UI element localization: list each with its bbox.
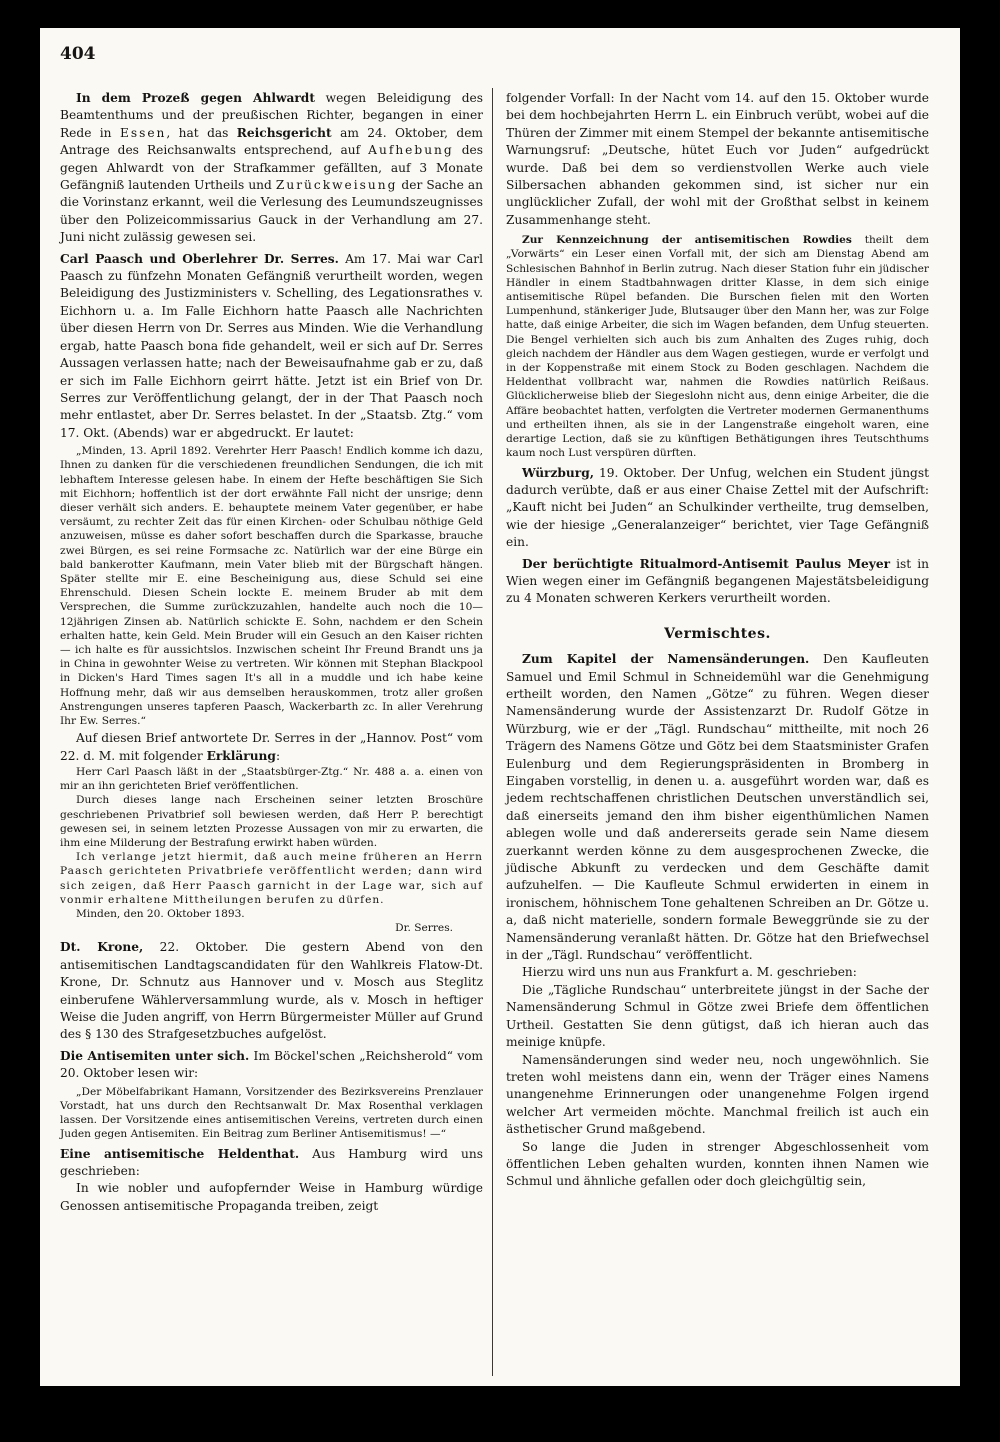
declaration-date: Minden, den 20. Oktober 1893. [76,908,245,921]
article-text: Im Böckel'schen „Reichsherold“ vom 20. Oktober lesen wir: [60,1048,483,1081]
serres-answer [60,730,483,765]
punctuation: : [275,748,281,763]
article-paragraph: In wie nobler und aufopfernder Weise in Hamburg würdige Genossen antisemitische Propaganda treiben, zeigt [60,1181,483,1213]
article-continuation: folgender Vorfall: In der Nacht vom 14. auf den 15. Oktober wurde bei dem hochbejahrten Herrn L. ein Einbruch verübt, wobei auf die Thüren der Zimmer mit einem Stempel der bekannte antisemitische Warnungsruf: „Deutsche, hütet Euch vor Juden“ aufgedrückt wurde. Daß bei dem so verdienstvollen Werke auch viele Silbersachen abhanden gekommen sind, ist sicher nur ein unglücklicher Zufall, der wohl mit der Großthat selbst in keinem Zusammenhange steht. [506,91,929,227]
article-paragraph: So lange die Juden in strenger Abgeschlossenheit vom öffentlichen Leben gehalten wurden, konnten ihnen Namen wie Schmul und ähnliche gefallen oder doch gleichgültig sein, [506,1139,929,1189]
article-heading: Carl Paasch und Oberlehrer Dr. Serres. [60,251,339,266]
article-text: ist in Wien wegen einer im Gefängniß begangenen Majestätsbeleidigung zu 4 Monaten schweren Kerkers verurtheilt worden. [506,556,929,606]
article-heading: Die Antisemiten unter sich. [60,1048,250,1063]
column-divider [492,88,493,1376]
article-heading: Der berüchtigte Ritualmord-Antisemit Paulus Meyer [522,556,891,571]
emphasized-word: Erklärung [206,748,276,763]
article-wuerzburg [506,465,929,552]
article-paasch [60,251,483,442]
article-text: Aus Hamburg wird uns geschrieben: [60,1146,483,1178]
article-text: Den Kaufleuten Samuel und Emil Schmul in Schneidemühl war die Genehmigung ertheilt worden, den Namen „Götze“ zu führen. Wegen dieser Namensänderung wurde der Assistenzarzt Dr. Rudolf Götze in Würzburg, wie er der „Tägl. Rundschau“ mittheilte, mit noch 26 Trägern des Namens Götze und Götz bei dem Staatsminister Grafen Eulenburg und dem Regierungspräsidenten in Bromberg in Eingaben vorstellig, in denen u. a. ausgeführt worden war, daß es jedem rechtschaffenen christlichen Deutschen unverständlich sei, daß einerseits jemand den ihm bisher eigenthümlichen Namen ablegen wolle und daß andererseits gerade sein Name diesem zuerkannt werden könne zu dem ausgesprochenen Zwecke, die jüdische Abkunft zu verdecken und dem Geschäfte damit aufzuhelfen. — Die Kaufleute Schmul erwiderten in einem in ironischem, höhnischem Tone gehaltenen Schreiben an Dr. Götze u. a, daß nicht materielle, sondern formale Beweggründe sie zu der Namensänderung veranlaßt hätten. Dr. Götze hat den Briefwechsel in der „Tägl. Rundschau“ veröffentlicht. [506,652,930,963]
article-paragraph: Hierzu wird uns nun aus Frankfurt a. M. geschrieben: [522,965,857,980]
article-krone [60,939,483,1043]
quoted-passage: „Der Möbelfabrikant Hamann, Vorsitzender des Bezirksvereins Prenzlauer Vorstadt, hat uns durch den Rechtsanwalt Dr. Max Rosenthal verklagen lassen. Der Vorsitzende eines antisemitischen Vereins, vertreten durch einen Juden gegen Antisemiten. Ein Beitrag zum Berliner Antisemitismus! —“ [60,1085,483,1141]
left-column [60,90,483,1215]
article-text: Auf diesen Brief antwortete Dr. Serres in der „Hannov. Post“ vom 22. d. M. mit folgender [60,731,483,763]
article-heading: Würzburg, [522,465,594,480]
declaration-paragraph: Ich verlange jetzt hiermit, daß auch meine früheren an Herrn Paasch gerichteten Privatbriefe veröffentlicht werden; dann wird sich zeigen, daß Herr Paasch garnicht in der Lage war, sich auf vonmir erhaltene Mittheilungen berufen zu dürfen. [60,851,483,906]
emphasized-place: Essen [119,125,167,140]
article-heading: In dem Prozeß gegen Ahlwardt [76,91,315,105]
quoted-letter: „Minden, 13. April 1892. Verehrter Herr Paasch! Endlich komme ich dazu, Ihnen zu danken für die verschiedenen freundlichen Sendungen, die ich mit lebhaftem Interesse gelesen habe. In einem der Hefte beschäftigen Sie Sich mit Eichhorn; hoffentlich ist der dort erwähnte Fall nicht der unsrige; denn dieser verhält sich anders. E. behauptete meinem Vater gegenüber, er habe versäumt, zu rechter Zeit das für einen Kirchen- oder Schulbau nöthige Geld anzuweisen, müsse es daher sofort beschaffen durch die Sparkasse, brauche zwei Bürgen, es sei reine Formsache zc. Natürlich war der eine Bürge ein bald bankerotter Kaufmann, mein Vater blieb mit der Bürgschaft hängen. Später stellte mir E. eine Bescheinigung aus, diese Schuld sei eine Ehrenschuld. Diesen Schein lockte E. meinem Bruder ab mit dem Versprechen, die Summe zurückzuzahlen, handelte auch noch die 10—12jährigen Zinsen ab. Natürlich schickte E. Sohn, nachdem er den Schein erhalten hatte, kein Geld. Mein Bruder will ein Gesuch an den Kaiser richten — ich halte es für aussichtslos. Inzwischen scheint Ihr Freund Brandt uns ja in China in gewohnter Weise zu vertreten. Wir können mit Stephan Blackpool in Dicken's Hard Times sagen It's all in a muddle und ich habe keine Hoffnung mehr, daß wir aus demselben herauskommen, trotz aller großen Anstrengungen unseres tapferen Paasch, Wackerbarth zc. In aller Verehrung Ihr Ew. Serres.“ [60,445,483,727]
article-text: Am 17. Mai war Carl Paasch zu fünfzehn Monaten Gefängniß verurtheilt worden, wegen Beleidigung des Justizministers v. Schelling, des Legationsrathes v. Eichhorn u. a. Im Falle Eichhorn hatte Paasch alle Nachrichten über diesen Herrn von Dr. Serres aus Minden. Wie die Verhandlung ergab, hatte Paasch bona fide gehandelt, weil er sich auf Dr. Serres Aussagen verlassen hatte; nach der Beweisaufnahme gab er zu, daß er sich im Falle Eichhorn geirrt hätte. Jetzt ist ein Brief von Dr. Serres zur Veröffentlichung gelangt, der in der That Paasch noch mehr entlastet, aber Dr. Serres belastet. In der „Staatsb. Ztg.“ vom 17. Okt. (Abends) war er abgedruckt. Er lautet: [60,251,484,440]
article-rowdies [506,233,929,460]
article-text: 22. Oktober. Die gestern Abend von den antisemitischen Landtagscandidaten für den Wahlkreis Flatow-Dt. Krone, Dr. Schnutz aus Hannover und v. Mosch aus Steglitz einberufene Wählerversammlung wurde, als v. Mosch in heftiger Weise die Juden angriff, von Herrn Bürgermeister Müller auf Grund des § 130 des Strafgesetzbuches aufgelöst. [60,940,483,1042]
article-heading: Dt. Krone, [60,940,144,955]
newspaper-page [40,28,960,1386]
page-number: 404 [60,44,96,64]
emphasized-word: Aufhebung [368,143,454,158]
declaration-signature: Dr. Serres. [395,922,453,935]
article-meyer [506,556,929,608]
article-text: wegen Beleidigung des Beamtenthums und der preußischen Richter, begangen in einer Rede in [60,91,483,140]
article-heldenthat [60,1146,483,1181]
article-heading: Zur Kennzeichnung der antisemitischen Rowdies [522,234,852,247]
section-title: Vermischtes. [664,625,771,642]
article-heading: Eine antisemitische Heldenthat. [60,1146,300,1161]
article-heading: Zum Kapitel der Namensänderungen. [522,652,810,667]
article-text: der Sache an die Vorinstanz erkannt, weil die Verlesung des Leumundszeugnisses über den Polizeicommissarius Gauck in der Verhandlung am 27. Juni nicht zulässig gewesen sei. [60,178,483,245]
article-text: des gegen Ahlwardt von der Strafkammer gefällten, auf 3 Monate Gefängniß lautenden Urtheils und [60,143,483,193]
article-antisemiten [60,1048,483,1083]
article-paragraph: Die „Tägliche Rundschau“ unterbreitete jüngst in der Sache der Namensänderung Schmul in Götze zwei Briefe dem öffentlichen Urtheil. Gestatten Sie denn gütigst, daß ich hieran auch das meinige knüpfe. [506,982,929,1050]
declaration-paragraph: Herr Carl Paasch läßt in der „Staatsbürger-Ztg.“ Nr. 488 a. a. einen von mir an ihn gerichteten Brief veröffentlichen. [60,766,483,793]
article-text: am 24. Oktober, dem Antrage des Reichsanwalts entsprechend, auf [60,125,483,158]
article-text: , hat das [166,125,237,140]
declaration-paragraph: Durch dieses lange nach Erscheinen seiner letzten Broschüre geschriebenen Privatbrief soll bewiesen werden, daß Herr P. berechtigt gewesen sei, in seinem letzten Prozesse Aussagen von mir zu erwarten, die ihm eine Milderung der Bestrafung erwirkt haben würden. [60,794,483,850]
article-text: theilt dem „Vorwärts“ ein Leser einen Vorfall mit, der sich am Dienstag Abend am Schlesischen Bahnhof in Berlin zutrug. Nach dieser Station fuhr ein jüdischer Händler in einem Stadtbahnwagen dritter Klasse, in dem sich einige antisemitische Rüpel befanden. Die Burschen fielen mit den Worten Lumpenhund, stänkeriger Jude, Blutsauger über den Mann her, was zur Folge hatte, daß einige Arbeiter, die sich im Wagen befanden, dem Unfug steuerten. Die Bengel verhielten sich auch bis zum Anhalten des Zuges ruhig, doch gleich nachdem der Händler aus dem Wagen gestiegen, wurde er verfolgt und in der Koppenstraße mit einem Stock zu Boden geschlagen. Nachdem die Heldenthat vollbracht war, nahmen die Rowdies natürlich Reißaus. Glücklicherweise blieb der Siegeslohn nicht aus, denn einige Arbeiter, die die Affäre beobachtet hatten, verfolgten die Vertreter modernen Germanenthums und ertheilten ihnen, als sie in der Langenstraße eingeholt waren, eine derartige Lection, daß sie zu künftigen Bethätigungen ihres Teutschthums kaum noch Lust verspüren dürften. [506,234,930,460]
emphasized-word: Zurückweisung [275,178,398,193]
article-namen [506,651,929,964]
article-ahlwardt [60,90,483,247]
emphasized-court: Reichsgericht [236,125,332,140]
article-text: 19. Oktober. Der Unfug, welchen ein Student jüngst dadurch verübte, daß er aus einer Chaise Zettel mit der Aufschrift: „Kauft nicht bei Juden“ an Schulkinder vertheilte, trug demselben, wie der hiesige „Generalanzeiger“ berichtet, vier Tage Gefängniß ein. [506,465,929,550]
article-paragraph: Namensänderungen sind weder neu, noch ungewöhnlich. Sie treten wohl meistens dann ein, wenn der Träger eines Namens unangenehme Erinnerungen oder unangenehme Folgen irgend welcher Art vermeiden möchte. Manchmal freilich ist auch ein ästhetischer Grund maßgebend. [506,1052,929,1137]
right-column [506,90,929,1191]
